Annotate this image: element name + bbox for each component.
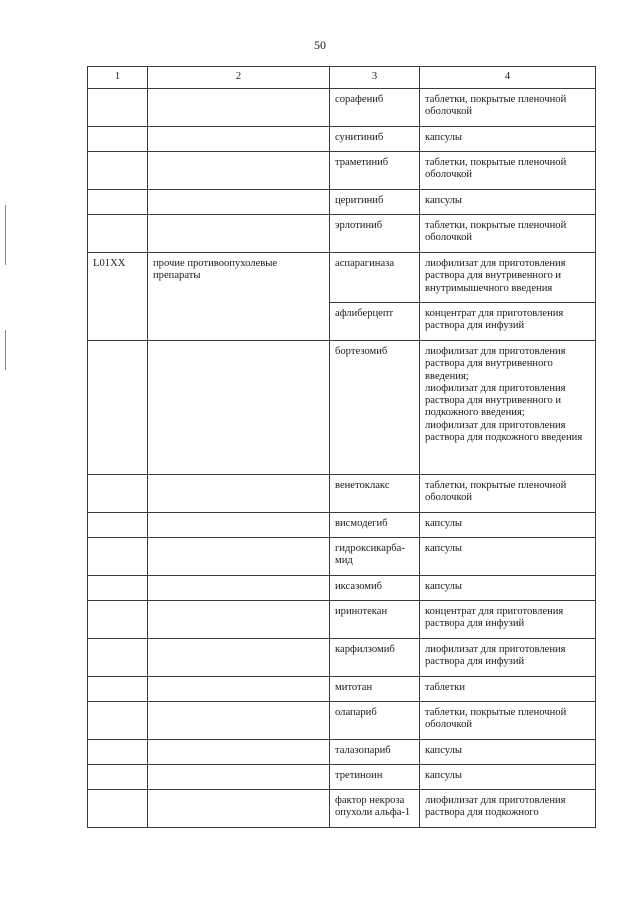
table-row xyxy=(88,215,596,253)
drug-cell: траметиниб xyxy=(330,152,420,190)
table-row xyxy=(88,677,596,702)
table-header-row xyxy=(88,67,596,89)
table-row xyxy=(88,475,596,513)
group-name-cell xyxy=(148,765,330,790)
column-header: 3 xyxy=(330,67,420,89)
table-row xyxy=(88,341,596,475)
drug-cell: эрлотиниб xyxy=(330,215,420,253)
drug-cell: третиноин xyxy=(330,765,420,790)
code-cell xyxy=(88,475,148,513)
group-name-cell xyxy=(148,740,330,765)
group-name-cell: прочие противоопухолевые препараты xyxy=(148,253,330,341)
dosage-form-cell: капсулы xyxy=(420,576,596,601)
code-cell xyxy=(88,765,148,790)
table-row xyxy=(88,190,596,215)
drug-cell: афлиберцепт xyxy=(330,303,420,341)
dosage-form-cell xyxy=(420,341,596,475)
dosage-form-cell: концентрат для приготовления раствора для инфузий xyxy=(420,303,596,341)
drug-cell: сорафениб xyxy=(330,89,420,127)
code-cell xyxy=(88,538,148,576)
dosage-form-cell: лиофилизат для приготовления раствора для внутривенного и внутримышечного введения xyxy=(420,253,596,303)
dosage-form-cell: лиофилизат для приготовления раствора для инфузий xyxy=(420,639,596,677)
dosage-form-cell: таблетки, покрытые пленочной оболочкой xyxy=(420,215,596,253)
table-row xyxy=(88,152,596,190)
table-row xyxy=(88,765,596,790)
dosage-form-cell: капсулы xyxy=(420,127,596,152)
group-name-cell xyxy=(148,790,330,828)
code-cell xyxy=(88,513,148,538)
code-cell xyxy=(88,89,148,127)
drug-cell: карфилзомиб xyxy=(330,639,420,677)
dosage-form-cell: концентрат для приготовления раствора для инфузий xyxy=(420,601,596,639)
drug-cell: митотан xyxy=(330,677,420,702)
table-row xyxy=(88,702,596,740)
scan-edge-mark xyxy=(5,205,6,265)
group-name-cell xyxy=(148,639,330,677)
drug-cell: фактор некроза опухоли альфа-1 xyxy=(330,790,420,828)
dosage-form-cell: таблетки xyxy=(420,677,596,702)
dosage-form-line: лиофилизат для приготовления раствора для подкожного введения xyxy=(425,419,583,444)
code-cell xyxy=(88,576,148,601)
code-cell xyxy=(88,740,148,765)
group-name-cell xyxy=(148,576,330,601)
dosage-form-cell: капсулы xyxy=(420,190,596,215)
code-cell xyxy=(88,215,148,253)
drug-cell: иринотекан xyxy=(330,601,420,639)
group-name-cell xyxy=(148,215,330,253)
drug-cell: олапариб xyxy=(330,702,420,740)
group-name-cell xyxy=(148,702,330,740)
group-name-cell xyxy=(148,677,330,702)
drug-cell: церитиниб xyxy=(330,190,420,215)
drug-cell: гидроксикарба-мид xyxy=(330,538,420,576)
code-cell xyxy=(88,341,148,475)
dosage-form-cell: капсулы xyxy=(420,513,596,538)
code-cell xyxy=(88,790,148,828)
code-cell xyxy=(88,601,148,639)
group-code-cell: L01XX xyxy=(88,253,148,341)
code-cell xyxy=(88,152,148,190)
group-name-cell xyxy=(148,341,330,475)
table-row xyxy=(88,740,596,765)
drug-cell: бортезомиб xyxy=(330,341,420,475)
dosage-form-cell: таблетки, покрытые пленочной оболочкой xyxy=(420,702,596,740)
code-cell xyxy=(88,702,148,740)
group-name-cell xyxy=(148,127,330,152)
dosage-form-cell: капсулы xyxy=(420,740,596,765)
code-cell xyxy=(88,190,148,215)
table-row xyxy=(88,127,596,152)
drug-cell: венетоклакс xyxy=(330,475,420,513)
column-header: 1 xyxy=(88,67,148,89)
table-row xyxy=(88,513,596,538)
drug-cell: талазопариб xyxy=(330,740,420,765)
drug-cell: иксазомиб xyxy=(330,576,420,601)
dosage-form-line: лиофилизат для приготовления раствора для внутривенного введения; xyxy=(425,346,566,382)
table-row xyxy=(88,639,596,677)
dosage-form-cell: таблетки, покрытые пленочной оболочкой xyxy=(420,152,596,190)
drug-cell: висмодегиб xyxy=(330,513,420,538)
dosage-form-cell: таблетки, покрытые пленочной оболочкой xyxy=(420,89,596,127)
dosage-form-cell: капсулы xyxy=(420,538,596,576)
table-row xyxy=(88,576,596,601)
dosage-form-cell: капсулы xyxy=(420,765,596,790)
dosage-form-line: лиофилизат для приготовления раствора для внутривенного и подкожного введения; xyxy=(425,382,566,419)
table-row xyxy=(88,89,596,127)
dosage-form-cell: таблетки, покрытые пленочной оболочкой xyxy=(420,475,596,513)
code-cell xyxy=(88,677,148,702)
code-cell xyxy=(88,639,148,677)
code-cell xyxy=(88,127,148,152)
dosage-form-cell: лиофилизат для приготовления раствора для подкожного xyxy=(420,790,596,828)
table-row xyxy=(88,538,596,576)
column-header: 4 xyxy=(420,67,596,89)
table-row xyxy=(88,601,596,639)
group-name-cell xyxy=(148,89,330,127)
table-row xyxy=(88,790,596,828)
group-name-cell xyxy=(148,475,330,513)
scan-edge-mark xyxy=(5,330,6,370)
page-number: 50 xyxy=(314,38,326,52)
group-name-cell xyxy=(148,601,330,639)
group-name-cell xyxy=(148,538,330,576)
table-row xyxy=(88,253,596,303)
group-name-cell xyxy=(148,513,330,538)
column-header: 2 xyxy=(148,67,330,89)
group-name-cell xyxy=(148,152,330,190)
drug-cell: сунитиниб xyxy=(330,127,420,152)
group-name-cell xyxy=(148,190,330,215)
drug-cell: аспарагиназа xyxy=(330,253,420,303)
drug-list-table xyxy=(87,66,596,828)
